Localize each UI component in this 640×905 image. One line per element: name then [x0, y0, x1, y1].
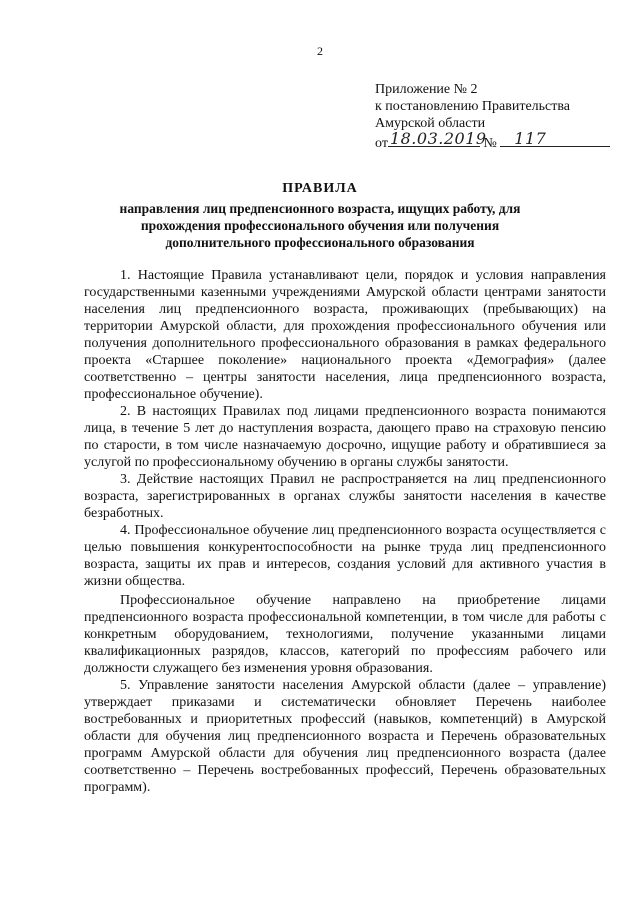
- paragraph-1: 1. Настоящие Правила устанавливают цели, порядок и условия направления государственными казенными учреждениями Амурской области центрами занятости населения лиц предпенсионного возраста, проживающих (пребывающих) на территории Амурской области, для прохождения профессионального обучения или получения дополнительного профессионального образования в рамках федерального проекта «Старшее поколение» национального проекта «Демография» (далее соответственно – центры занятости населения, лица предпенсионного возраста, профессиональное обучение).: [84, 268, 606, 402]
- number-field: [500, 129, 610, 148]
- paragraph-5: 5. Управление занятости населения Амурской области (далее – управление) утверждает приказами и систематически обновляет Перечень наиболее востребованных и приоритетных профессий (навыков, компетенций) в Амурской области для обучения лиц предпенсионного возраста и Перечень образовательных программ Амурской области для обучения лиц предпенсионного возраста (далее соответственно – Перечень востребованных профессий, Перечень образовательных программ).: [84, 678, 606, 795]
- annex-line-2: к постановлению Правительства: [375, 99, 571, 114]
- document-title: ПРАВИЛА: [282, 181, 358, 196]
- page-number: 2: [317, 44, 323, 58]
- annex-date-row: [375, 129, 615, 152]
- document-body: [84, 267, 606, 796]
- handwritten-number: 117: [514, 129, 547, 148]
- annex-line-1: Приложение № 2: [375, 82, 478, 97]
- paragraph-4-continuation: Профессиональное обучение направлено на приобретение лицами предпенсионного возраста профессиональной компетенции, в том числе для работы с конкретным оборудованием, технологиями, получение указанными лицами квалификационных разрядов, классов, категорий по профессиям рабочего или должности служащего без изменения уровня образования.: [84, 593, 606, 676]
- annex-block: [375, 81, 615, 152]
- date-prefix: от: [375, 136, 388, 151]
- annex-line-3: Амурской области: [375, 116, 486, 131]
- paragraph-4: 4. Профессиональное обучение лиц предпенсионного возраста осуществляется с целью повышения конкурентоспособности на рынке труда лиц предпенсионного возраста, защиты их прав и интересов, создания условий для активного участия в жизни общества.: [84, 523, 606, 589]
- paragraph-3: 3. Действие настоящих Правил не распространяется на лиц предпенсионного возраста, зарегистрированных в органах службы занятости населения в качестве безработных.: [84, 472, 606, 521]
- document-subtitle: направления лиц предпенсионного возраста, ищущих работу, для прохождения профессионального обучения или получения дополнительного профессионального образования: [119, 201, 521, 250]
- date-field: [388, 129, 487, 148]
- number-prefix: №: [483, 136, 497, 151]
- paragraph-2: 2. В настоящих Правилах под лицами предпенсионного возраста понимаются лица, в течение 5 лет до наступления возраста, дающего право на страховую пенсию по старости, в том числе назначаемую досрочно, ищущие работу и обратившиеся за услугой по профессиональному обучению в органы службы занятости.: [84, 404, 606, 470]
- handwritten-date: 18.03.2019: [389, 129, 487, 148]
